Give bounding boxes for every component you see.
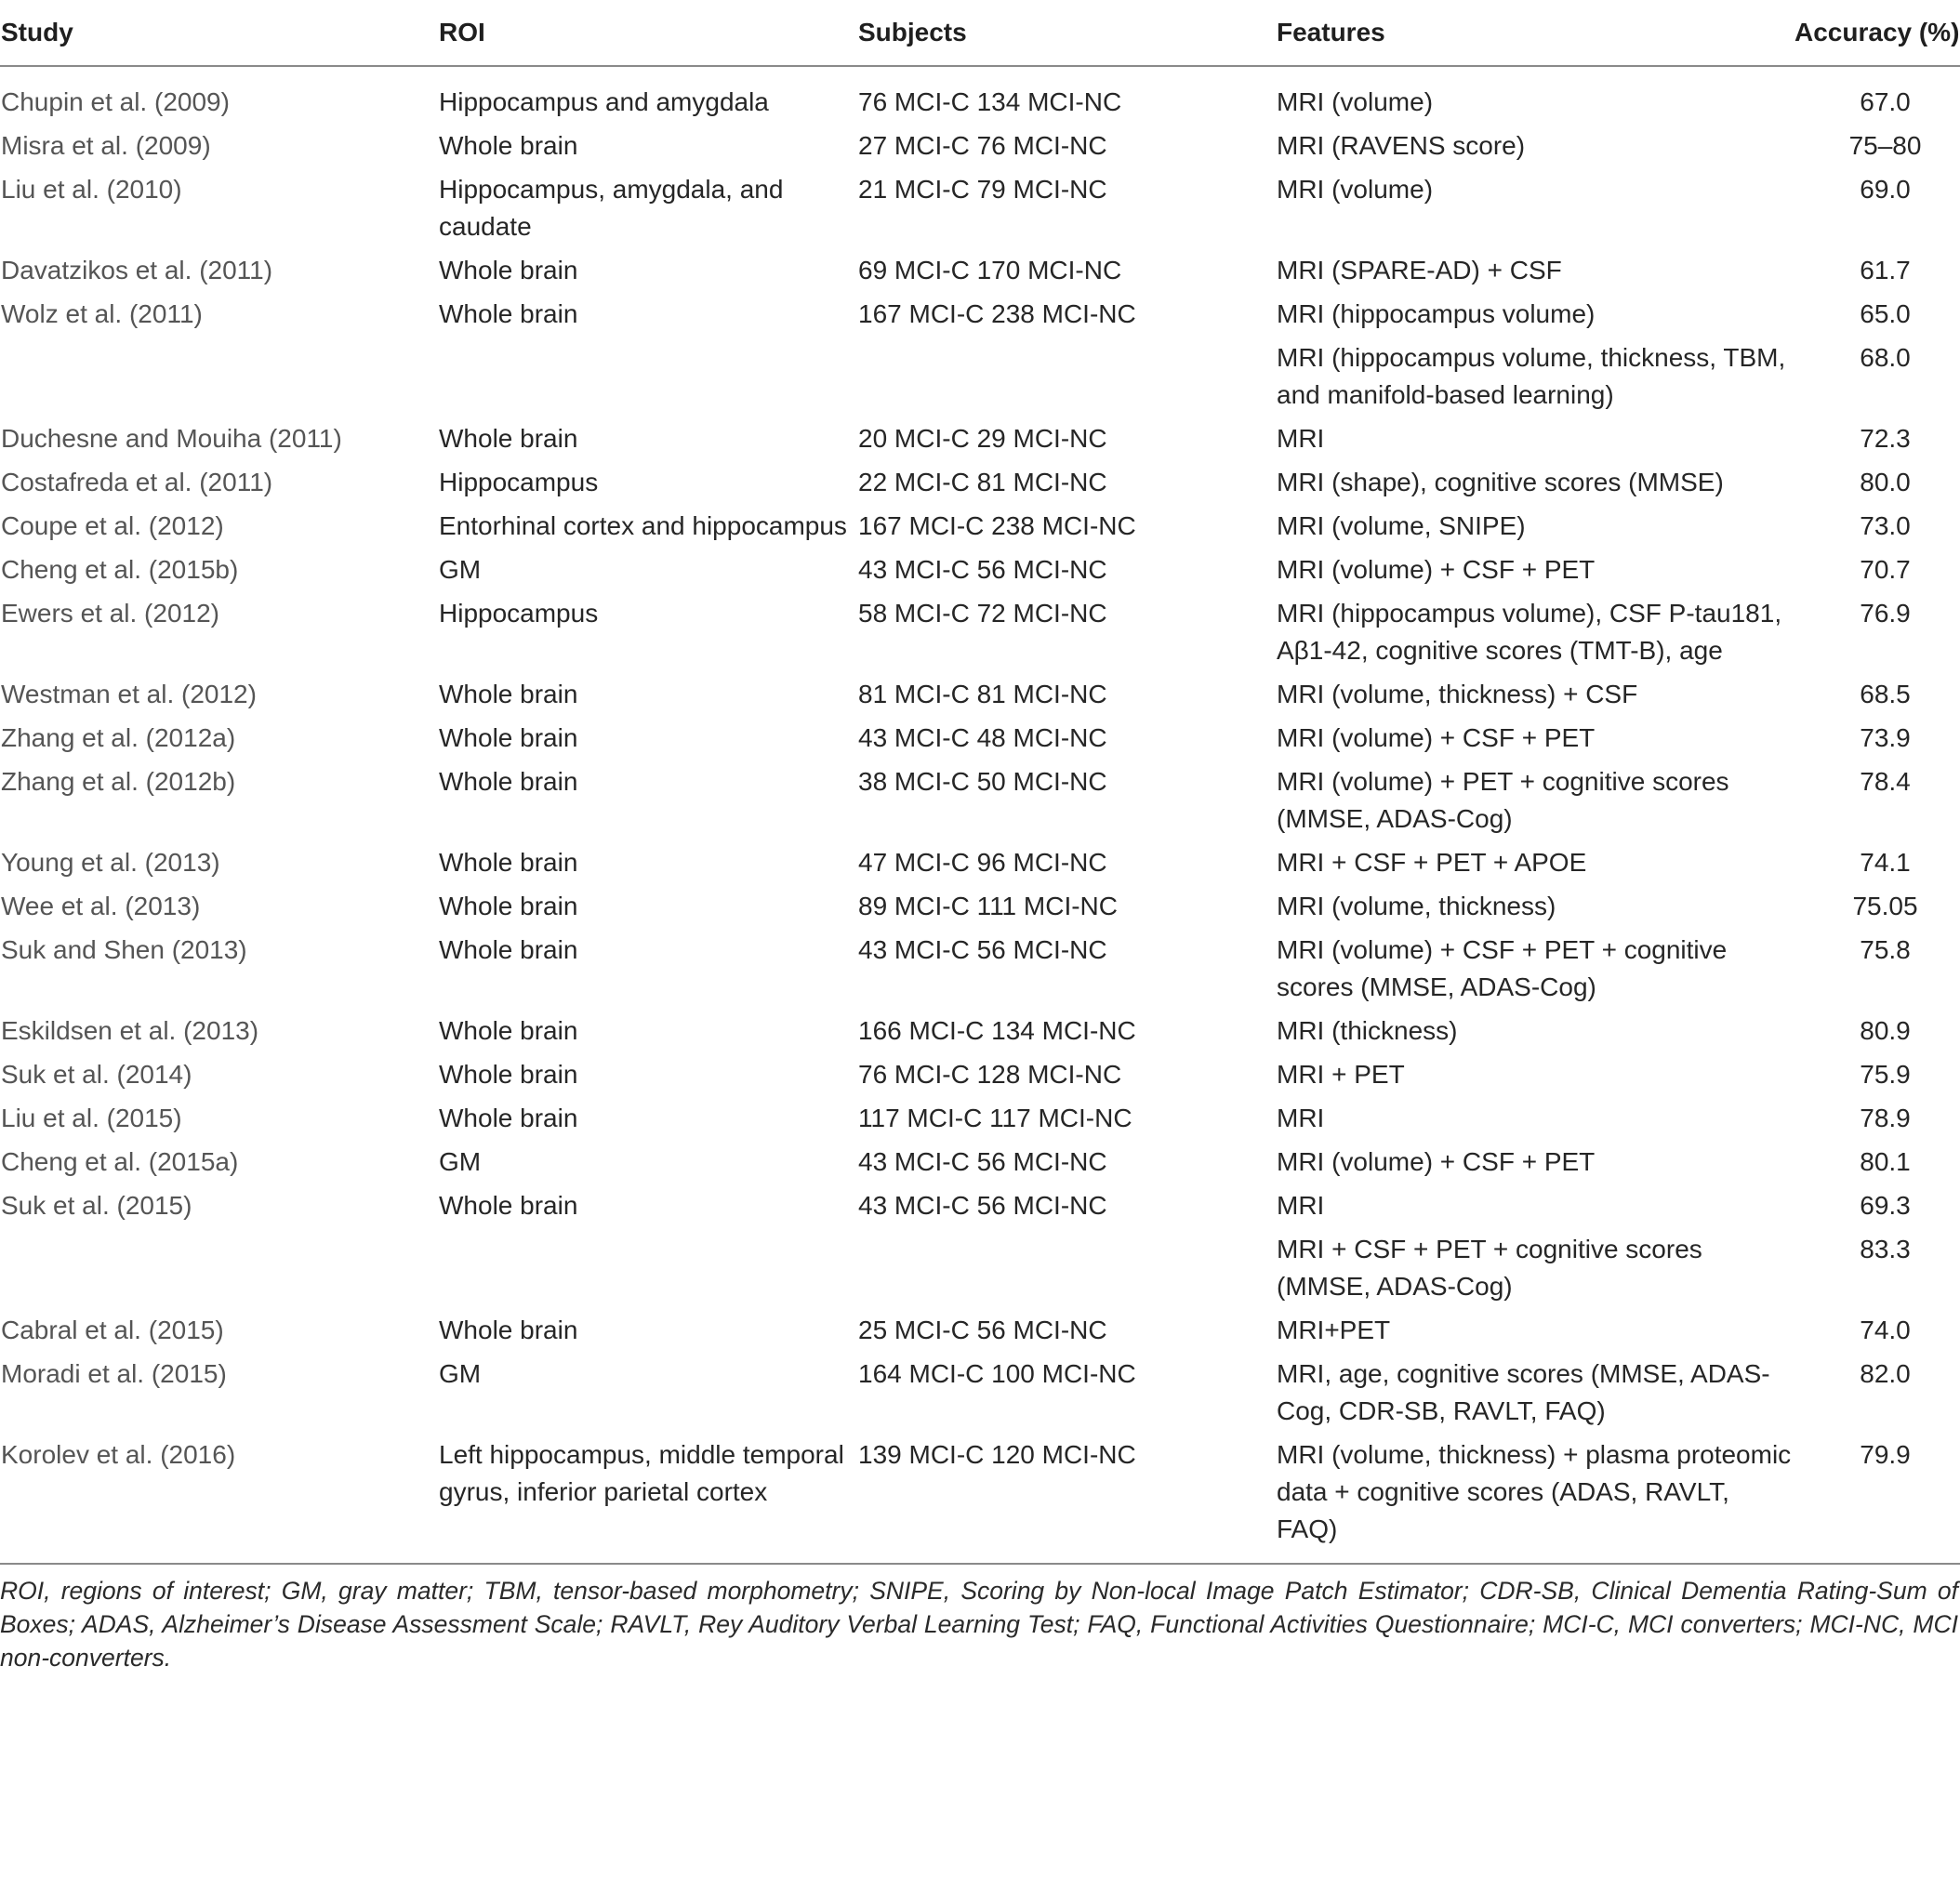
table-bottom-rule	[0, 1563, 1960, 1565]
roi-cell	[438, 1231, 857, 1312]
accuracy-cell: 80.0	[1860, 468, 1911, 496]
study-cell: Coupe et al. (2012)	[1, 511, 224, 540]
roi-cell: Whole brain	[439, 935, 578, 964]
subjects-cell: 89 MCI-C 111 MCI-NC	[858, 892, 1119, 920]
subjects-cell: 164 MCI-C 100 MCI-NC	[858, 1359, 1136, 1388]
subjects-cell: 166 MCI-C 134 MCI-NC	[858, 1016, 1136, 1045]
features-cell: MRI (volume) + CSF + PET	[1277, 1147, 1596, 1176]
accuracy-cell: 74.0	[1860, 1316, 1911, 1344]
table-row	[0, 676, 1960, 720]
roi-cell: Whole brain	[439, 723, 578, 752]
subjects-cell: 43 MCI-C 56 MCI-NC	[858, 1147, 1107, 1176]
roi-cell: GM	[439, 1359, 482, 1388]
subjects-cell: 21 MCI-C 79 MCI-NC	[858, 175, 1107, 204]
features-cell: MRI (thickness)	[1277, 1016, 1458, 1045]
roi-cell: Whole brain	[439, 1104, 578, 1132]
accuracy-cell: 67.0	[1860, 87, 1911, 116]
roi-cell: Whole brain	[439, 892, 578, 920]
subjects-cell: 76 MCI-C 128 MCI-NC	[858, 1060, 1122, 1089]
table-row	[0, 1436, 1960, 1561]
table-row	[0, 595, 1960, 676]
study-cell: Wee et al. (2013)	[1, 892, 201, 920]
table-row	[0, 1012, 1960, 1056]
subjects-cell: 43 MCI-C 56 MCI-NC	[858, 555, 1107, 584]
accuracy-cell: 68.5	[1860, 680, 1911, 708]
subjects-cell	[857, 1231, 1276, 1312]
subjects-cell: 43 MCI-C 48 MCI-NC	[858, 723, 1107, 752]
roi-cell: Whole brain	[439, 256, 578, 284]
study-cell: Liu et al. (2010)	[1, 175, 182, 204]
accuracy-cell: 75.8	[1860, 935, 1911, 964]
table-footnote: ROI, regions of interest; GM, gray matter; TBM, tensor-based morphometry; SNIPE, Scoring by Non-local Image Patch Estimator; CDR-SB, Clinical Dementia Rating-Sum of Boxes; ADAS, Alzheimer’s Disease Assessment Scale; RAVLT, Rey Auditory Verbal Learning Test; FAQ, Functional Activities Questionnaire; MCI-C, MCI converters; MCI-NC, MCI non-converters.	[0, 1577, 1958, 1672]
table-row	[0, 171, 1960, 252]
table-row	[0, 1144, 1960, 1187]
table-row	[0, 464, 1960, 508]
study-cell: Chupin et al. (2009)	[1, 87, 230, 116]
subjects-cell: 76 MCI-C 134 MCI-NC	[858, 87, 1122, 116]
accuracy-cell: 76.9	[1860, 599, 1911, 628]
accuracy-cell: 75.05	[1852, 892, 1918, 920]
accuracy-cell: 70.7	[1860, 555, 1911, 584]
accuracy-cell: 82.0	[1860, 1359, 1911, 1388]
subjects-cell: 69 MCI-C 170 MCI-NC	[858, 256, 1122, 284]
accuracy-cell: 79.9	[1860, 1440, 1911, 1469]
study-cell: Suk et al. (2015)	[1, 1191, 192, 1220]
table-row	[0, 1187, 1960, 1231]
study-cell: Korolev et al. (2016)	[1, 1440, 236, 1469]
features-cell: MRI (volume, thickness) + plasma proteomic data + cognitive scores (ADAS, RAVLT, FAQ)	[1277, 1440, 1792, 1543]
accuracy-cell: 72.3	[1860, 424, 1911, 453]
table-row	[0, 763, 1960, 844]
study-cell: Young et al. (2013)	[1, 848, 220, 877]
subjects-cell: 47 MCI-C 96 MCI-NC	[858, 848, 1107, 877]
table-row	[0, 127, 1960, 171]
features-cell: MRI + PET	[1277, 1060, 1405, 1089]
table-row	[0, 508, 1960, 551]
table-row	[0, 252, 1960, 296]
table-row	[0, 1231, 1960, 1312]
subjects-cell: 27 MCI-C 76 MCI-NC	[858, 131, 1107, 160]
accuracy-cell: 73.9	[1860, 723, 1911, 752]
roi-cell: Entorhinal cortex and hippocampus	[439, 511, 847, 540]
roi-cell: Whole brain	[439, 1060, 578, 1089]
table-header	[0, 0, 1960, 66]
table-row	[0, 420, 1960, 464]
subjects-cell: 25 MCI-C 56 MCI-NC	[858, 1316, 1107, 1344]
table-row	[0, 296, 1960, 339]
accuracy-cell: 69.0	[1860, 175, 1911, 204]
roi-cell: Whole brain	[439, 299, 578, 328]
roi-cell: Hippocampus, amygdala, and caudate	[439, 175, 784, 241]
accuracy-cell: 75.9	[1860, 1060, 1911, 1089]
roi-cell: Hippocampus	[439, 468, 599, 496]
roi-cell: Whole brain	[439, 767, 578, 796]
table-body	[0, 66, 1960, 1561]
features-cell: MRI (volume) + CSF + PET	[1277, 555, 1596, 584]
features-cell: MRI, age, cognitive scores (MMSE, ADAS-Cog, CDR-SB, RAVLT, FAQ)	[1277, 1359, 1770, 1425]
accuracy-cell: 61.7	[1860, 256, 1911, 284]
study-cell	[0, 339, 438, 420]
table-row	[0, 888, 1960, 932]
table-row	[0, 551, 1960, 595]
roi-cell: Whole brain	[439, 680, 578, 708]
study-cell: Eskildsen et al. (2013)	[1, 1016, 259, 1045]
roi-cell: Left hippocampus, middle temporal gyrus, inferior parietal cortex	[439, 1440, 844, 1506]
subjects-cell: 58 MCI-C 72 MCI-NC	[858, 599, 1107, 628]
study-cell: Cheng et al. (2015b)	[1, 555, 239, 584]
features-cell: MRI	[1277, 1191, 1325, 1220]
table-row	[0, 1056, 1960, 1100]
study-cell: Zhang et al. (2012a)	[1, 723, 236, 752]
table-row	[0, 1312, 1960, 1355]
study-cell: Misra et al. (2009)	[1, 131, 211, 160]
roi-cell: GM	[439, 1147, 482, 1176]
subjects-cell: 117 MCI-C 117 MCI-NC	[858, 1104, 1132, 1132]
study-cell: Wolz et al. (2011)	[1, 299, 203, 328]
features-cell: MRI (hippocampus volume), CSF P-tau181, Aβ1-42, cognitive scores (TMT-B), age	[1277, 599, 1782, 665]
features-cell: MRI (volume) + CSF + PET + cognitive scores (MMSE, ADAS-Cog)	[1277, 935, 1728, 1001]
features-cell: MRI (volume, thickness)	[1277, 892, 1556, 920]
study-cell: Cabral et al. (2015)	[1, 1316, 224, 1344]
features-cell: MRI (volume, thickness) + CSF	[1277, 680, 1638, 708]
accuracy-cell: 69.3	[1860, 1191, 1911, 1220]
roi-cell: Whole brain	[439, 424, 578, 453]
table-row	[0, 844, 1960, 888]
roi-cell: Hippocampus and amygdala	[439, 87, 769, 116]
subjects-cell: 139 MCI-C 120 MCI-NC	[858, 1440, 1136, 1469]
subjects-cell: 81 MCI-C 81 MCI-NC	[858, 680, 1107, 708]
accuracy-cell: 75–80	[1848, 131, 1922, 160]
features-cell: MRI (volume)	[1277, 175, 1434, 204]
features-cell: MRI (SPARE-AD) + CSF	[1277, 256, 1562, 284]
study-cell: Ewers et al. (2012)	[1, 599, 219, 628]
roi-cell: GM	[439, 555, 482, 584]
study-cell: Davatzikos et al. (2011)	[1, 256, 273, 284]
study-cell: Cheng et al. (2015a)	[1, 1147, 239, 1176]
features-cell: MRI (volume)	[1277, 87, 1434, 116]
features-cell: MRI (hippocampus volume, thickness, TBM, and manifold-based learning)	[1277, 343, 1786, 409]
study-cell: Suk and Shen (2013)	[1, 935, 247, 964]
accuracy-cell: 74.1	[1860, 848, 1911, 877]
roi-cell: Hippocampus	[439, 599, 599, 628]
subjects-cell: 20 MCI-C 29 MCI-NC	[858, 424, 1107, 453]
table-row	[0, 720, 1960, 763]
features-cell: MRI (shape), cognitive scores (MMSE)	[1277, 468, 1724, 496]
roi-cell: Whole brain	[439, 131, 578, 160]
table-row	[0, 1100, 1960, 1144]
features-cell: MRI (volume) + PET + cognitive scores (MMSE, ADAS-Cog)	[1277, 767, 1729, 833]
study-cell: Duchesne and Mouiha (2011)	[1, 424, 342, 453]
features-cell: MRI (RAVENS score)	[1277, 131, 1526, 160]
header-subjects: Subjects	[857, 0, 1276, 66]
table-row	[0, 1355, 1960, 1436]
roi-cell	[438, 339, 857, 420]
study-cell	[0, 1231, 438, 1312]
study-cell: Westman et al. (2012)	[1, 680, 257, 708]
subjects-cell: 43 MCI-C 56 MCI-NC	[858, 1191, 1107, 1220]
header-study: Study	[0, 0, 438, 66]
study-cell: Zhang et al. (2012b)	[1, 767, 236, 796]
header-accuracy: Accuracy (%)	[1794, 0, 1960, 66]
study-cell: Liu et al. (2015)	[1, 1104, 182, 1132]
accuracy-cell: 65.0	[1860, 299, 1911, 328]
header-roi: ROI	[438, 0, 857, 66]
table-row	[0, 339, 1960, 420]
study-cell: Suk et al. (2014)	[1, 1060, 192, 1089]
table-row	[0, 932, 1960, 1012]
roi-cell: Whole brain	[439, 848, 578, 877]
features-cell: MRI	[1277, 424, 1325, 453]
subjects-cell: 43 MCI-C 56 MCI-NC	[858, 935, 1107, 964]
accuracy-cell: 80.1	[1860, 1147, 1911, 1176]
accuracy-cell: 78.4	[1860, 767, 1911, 796]
accuracy-cell: 78.9	[1860, 1104, 1911, 1132]
features-cell: MRI	[1277, 1104, 1325, 1132]
roi-cell: Whole brain	[439, 1016, 578, 1045]
accuracy-cell: 73.0	[1860, 511, 1911, 540]
roi-cell: Whole brain	[439, 1191, 578, 1220]
features-cell: MRI + CSF + PET + cognitive scores (MMSE, ADAS-Cog)	[1277, 1235, 1702, 1301]
accuracy-cell: 83.3	[1860, 1235, 1911, 1263]
features-cell: MRI (volume, SNIPE)	[1277, 511, 1526, 540]
features-cell: MRI (volume) + CSF + PET	[1277, 723, 1596, 752]
features-cell: MRI + CSF + PET + APOE	[1277, 848, 1587, 877]
features-cell: MRI (hippocampus volume)	[1277, 299, 1596, 328]
features-cell: MRI+PET	[1277, 1316, 1391, 1344]
table-row	[0, 66, 1960, 127]
accuracy-cell: 80.9	[1860, 1016, 1911, 1045]
accuracy-cell: 68.0	[1860, 343, 1911, 372]
study-cell: Moradi et al. (2015)	[1, 1359, 227, 1388]
header-row	[0, 0, 1960, 66]
subjects-cell: 38 MCI-C 50 MCI-NC	[858, 767, 1107, 796]
study-cell: Costafreda et al. (2011)	[1, 468, 273, 496]
subjects-cell: 22 MCI-C 81 MCI-NC	[858, 468, 1107, 496]
subjects-cell: 167 MCI-C 238 MCI-NC	[858, 299, 1136, 328]
subjects-cell	[857, 339, 1276, 420]
header-features: Features	[1276, 0, 1794, 66]
roi-cell: Whole brain	[439, 1316, 578, 1344]
subjects-cell: 167 MCI-C 238 MCI-NC	[858, 511, 1136, 540]
